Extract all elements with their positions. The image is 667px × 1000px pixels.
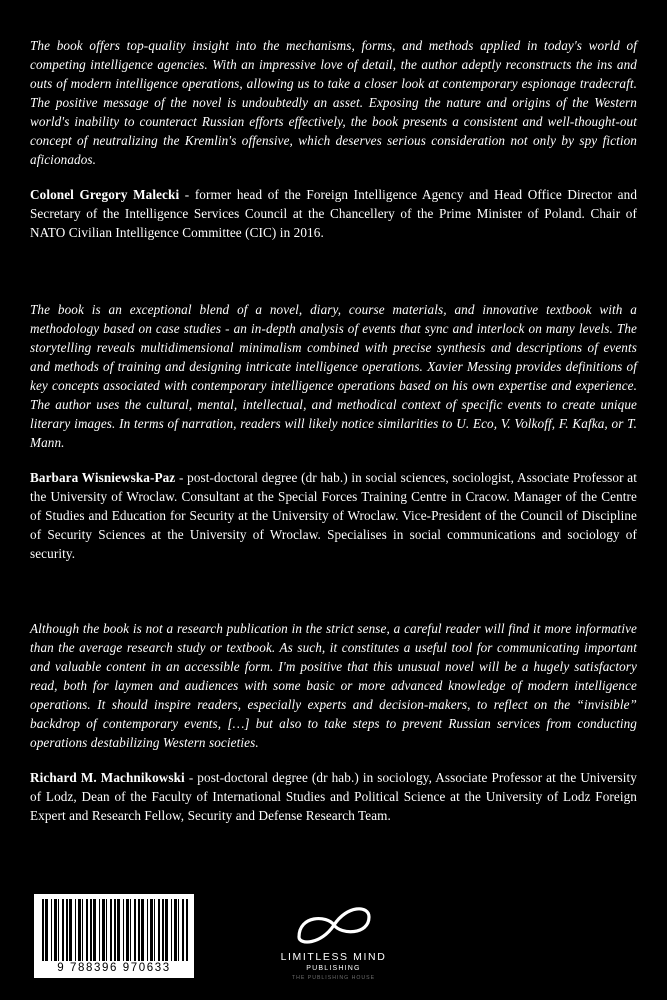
- review-credentials: - post-doctoral degree (dr hab.) in sociology, Associate Professor at the University of Lodz, Dean of the Faculty of International Studies and Political Science at the University of Lodz Foreign Expert and Research Fellow, Security and Defense Research Team.: [30, 770, 637, 823]
- review-attribution: [30, 468, 637, 563]
- review-block-3: [30, 619, 637, 825]
- review-author: Barbara Wisniewska-Paz: [30, 470, 176, 485]
- review-author: Richard M. Machnikowski: [30, 770, 185, 785]
- section-gap: [30, 563, 637, 619]
- publisher-tagline: THE PUBLISHING HOUSE: [291, 975, 376, 982]
- review-quote: The book offers top-quality insight into the mechanisms, forms, and methods applied in today's world of competing intelligence agencies. With an impressive love of detail, the author adeptly reconstructs the ins and outs of modern intelligence operations, allowing us to take a closer look at contemporary espionage tradecraft. The positive message of the novel is undoubtedly an asset. Exposing the nature and origins of the Western world's inability to counteract Russian efforts effectively, the book presents a consistent and well-thought-out concept of neutralizing the Kremlin's offensive, which deserves serious consideration not only by spy fiction aficionados.: [30, 38, 637, 167]
- review-block-2: [30, 300, 637, 563]
- review-attribution: [30, 768, 637, 825]
- review-attribution: [30, 185, 637, 242]
- review-block-1: [30, 36, 637, 242]
- review-credentials: - former head of the Foreign Intelligence Agency and Head Office Director and Secretary of the Intelligence Services Council at the Chancellery of the Prime Minister of Poland. Chair of NATO Civilian Intelligence Committee (CIC) in 2016.: [30, 187, 638, 240]
- section-gap: [30, 242, 637, 300]
- review-author: Colonel Gregory Malecki: [30, 187, 180, 202]
- review-credentials: - post-doctoral degree (dr hab.) in social sciences, sociologist, Associate Professor at the University of Wroclaw. Consultant at the Special Forces Training Centre in Cracow. Manager of the Centre of Studies and Education for Security at the University of Wroclaw. Vice-President of the Council of Discipline of Security Sciences at the University of Wroclaw. Specialises in social communications and sociology of security.: [30, 470, 638, 561]
- publisher-logo: [0, 903, 667, 982]
- reviews-container: [30, 36, 637, 825]
- infinity-icon: [289, 903, 379, 947]
- publisher-subtitle: PUBLISHING: [306, 965, 361, 973]
- cover-footer: [0, 880, 667, 1000]
- barcode-digits: 9 788396 970633: [40, 961, 188, 976]
- review-quote: The book is an exceptional blend of a novel, diary, course materials, and innovative textbook with a methodology based on case studies - an in-depth analysis of events that sync and interlock on many levels. The storytelling reveals multidimensional minimalism combined with precise synthesis and descriptions of events and methods of training and designing intricate intelligence operations. Xavier Messing provides definitions of key concepts associated with contemporary intelligence operations based on his own expertise and experience. The author uses the cultural, mental, intellectual, and methodical context of specific events to create unique literary images. In terms of narration, readers will likely notice similarities to U. Eco, V. Volkoff, F. Kafka, or T. Mann.: [30, 302, 637, 450]
- review-quote: Although the book is not a research publication in the strict sense, a careful reader will find it more informative than the average research study or textbook. As such, it constitutes a useful tool for communicating important and valuable content in an accessible form. I'm positive that this unusual novel will be a hugely satisfactory read, both for laymen and audiences with some basic or more advanced knowledge of modern intelligence operations. It should inspire readers, especially experts and decision-makers, to reflect on the “invisible” backdrop of contemporary events, […] but also to take steps to prevent Russian services from conducting operations destabilizing Western societies.: [30, 621, 637, 750]
- publisher-name: LIMITLESS MIND: [280, 951, 387, 964]
